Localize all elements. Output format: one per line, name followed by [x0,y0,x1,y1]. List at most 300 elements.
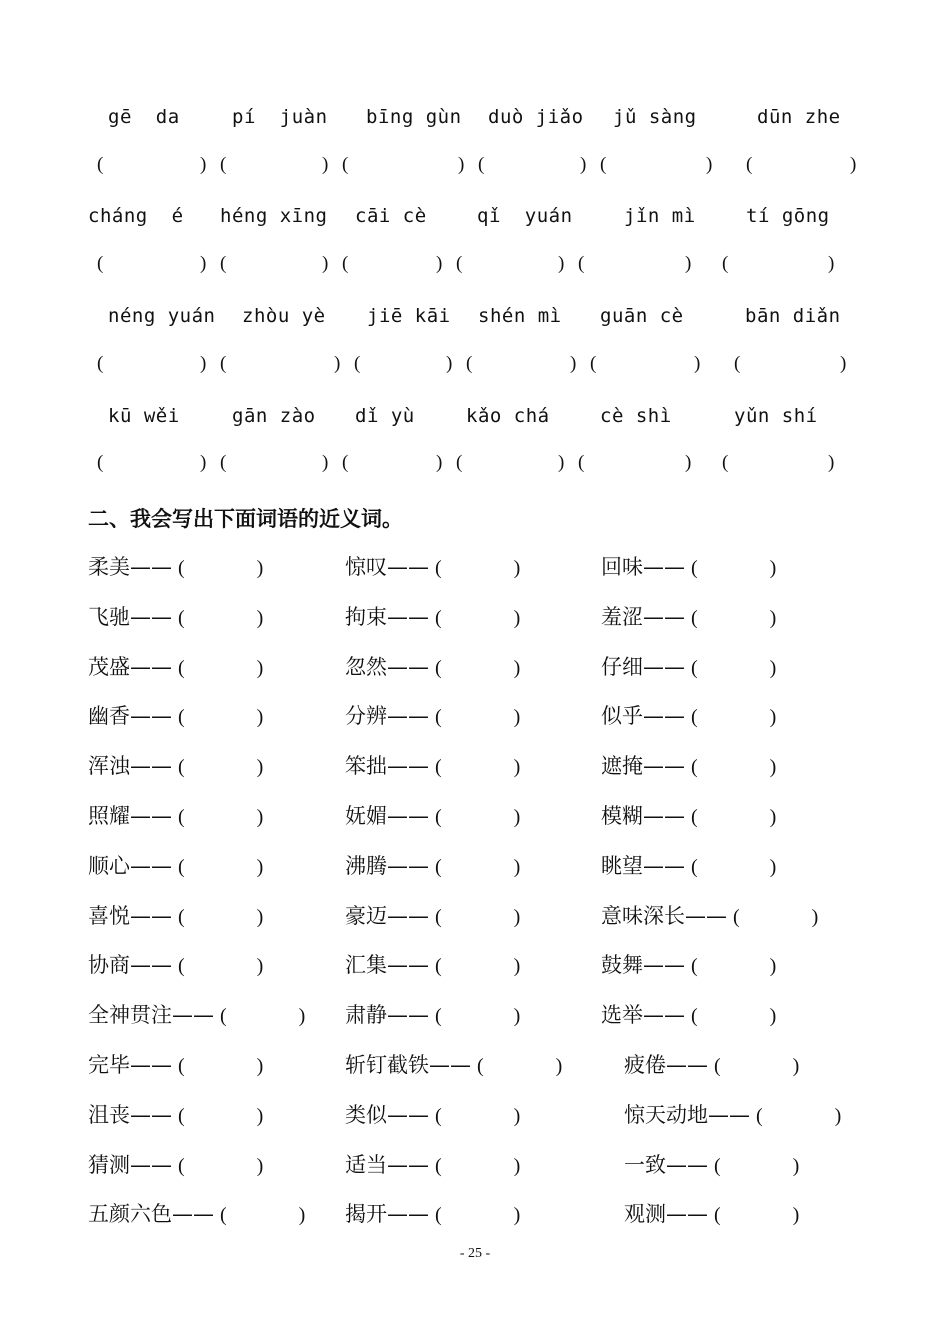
pinyin-row [0,106,950,136]
word: 浑浊 [88,754,130,778]
synonym-row [0,800,950,834]
answer-blank-close: ) [256,1105,264,1127]
answer-blank-close: ) [298,1204,306,1226]
synonym-row [0,601,950,635]
pinyin-word: duò jiǎo [488,106,584,128]
dash: —— [130,804,172,828]
answer-blank-open[interactable]: ( [178,756,185,778]
synonym-item [601,999,776,1029]
synonym-item [345,850,520,880]
synonym-item [88,1049,263,1079]
synonym-item [624,1198,799,1228]
dash: —— [387,1202,429,1226]
answer-blank-close: ) [256,1155,264,1177]
dash: —— [130,605,172,629]
dash: —— [643,655,685,679]
word: 回味 [601,555,643,579]
word: 沮丧 [88,1103,130,1127]
answer-blank-close: ) [834,1105,842,1127]
answer-blank-open[interactable]: ( [691,657,698,679]
answer-bracket-row [0,154,950,184]
synonym-row [0,1099,950,1133]
synonym-item [345,1149,520,1179]
answer-blank-open[interactable]: ( [178,856,185,878]
word: 眺望 [601,854,643,878]
word: 鼓舞 [601,953,643,977]
synonym-item [88,900,263,930]
pinyin-word: pí juàn [232,106,328,128]
answer-blank-close: ) [555,1055,563,1077]
pinyin-word: bīng gùn [366,106,462,128]
answer-blank-open[interactable]: ( [178,1105,185,1127]
answer-blank-open[interactable]: ( [691,607,698,629]
answer-blank-close: ) [769,557,777,579]
synonym-item [88,800,263,830]
synonym-item [345,1198,520,1228]
synonym-item [624,1149,799,1179]
pinyin-row [0,405,950,435]
dash: —— [643,804,685,828]
answer-blank-close: ) [769,706,777,728]
answer-blank-close: ) [513,955,521,977]
answer-blank-close: ) [513,1155,521,1177]
answer-blank-close: ) [769,806,777,828]
word: 适当 [345,1153,387,1177]
dash: —— [666,1153,708,1177]
word: 照耀 [88,804,130,828]
dash: —— [130,1103,172,1127]
pinyin-word: qǐ yuán [477,205,573,227]
pinyin-word: héng xīng [220,205,328,227]
answer-blank-open[interactable]: ( [733,906,740,928]
word: 意味深长 [601,904,685,928]
answer-blank-open[interactable]: ( [220,353,227,374]
word: 顺心 [88,854,130,878]
answer-blank-close: ) [513,557,521,579]
answer-blank-open[interactable]: ( [97,253,104,274]
dash: —— [387,904,429,928]
answer-blank-open[interactable]: ( [435,955,442,977]
synonym-item [345,800,520,830]
synonym-row [0,850,950,884]
answer-blank-open[interactable]: ( [342,253,349,274]
answer-blank-close: ) [694,353,701,374]
answer-blank-open[interactable]: ( [714,1055,721,1077]
answer-blank-open[interactable]: ( [435,706,442,728]
answer-blank-open[interactable]: ( [178,1055,185,1077]
pinyin-word: jǔ sàng [613,106,697,128]
word: 五颜六色 [88,1202,172,1226]
word: 协商 [88,953,130,977]
answer-blank-open[interactable]: ( [342,452,349,473]
answer-blank-open[interactable]: ( [178,906,185,928]
pinyin-row [0,205,950,235]
answer-blank-open[interactable]: ( [714,1155,721,1177]
dash: —— [172,1202,214,1226]
pinyin-row [0,305,950,335]
answer-blank-open[interactable]: ( [220,452,227,473]
dash: —— [130,655,172,679]
answer-blank-close: ) [558,253,565,274]
dash: —— [666,1202,708,1226]
answer-blank-close: ) [436,253,443,274]
answer-blank-open[interactable]: ( [435,806,442,828]
answer-blank-close: ) [256,706,264,728]
answer-blank-open[interactable]: ( [477,1055,484,1077]
synonym-item [88,1149,263,1179]
answer-blank-open[interactable]: ( [590,353,597,374]
pinyin-word: gān zào [232,405,316,427]
word: 猜测 [88,1153,130,1177]
synonym-item [601,651,776,681]
answer-blank-close: ) [513,806,521,828]
answer-blank-close: ) [828,253,835,274]
word: 似乎 [601,704,643,728]
answer-blank-close: ) [446,353,453,374]
answer-blank-close: ) [685,452,692,473]
dash: —— [643,605,685,629]
dash: —— [387,754,429,778]
answer-blank-close: ) [513,756,521,778]
synonym-item [601,750,776,780]
dash: —— [172,1003,214,1027]
word: 遮掩 [601,754,643,778]
answer-blank-close: ) [580,154,587,175]
answer-blank-open[interactable]: ( [578,253,585,274]
answer-blank-close: ) [840,353,847,374]
answer-blank-close: ) [685,253,692,274]
answer-blank-close: ) [513,607,521,629]
dash: —— [130,1153,172,1177]
answer-blank-close: ) [436,452,443,473]
dash: —— [387,1103,429,1127]
pinyin-word: zhòu yè [242,305,326,327]
answer-blank-open[interactable]: ( [435,607,442,629]
answer-blank-open[interactable]: ( [435,756,442,778]
dash: —— [130,904,172,928]
word: 柔美 [88,555,130,579]
answer-blank-open[interactable]: ( [220,154,227,175]
synonym-row [0,700,950,734]
word: 忽然 [345,655,387,679]
answer-blank-open[interactable]: ( [178,706,185,728]
answer-blank-open[interactable]: ( [435,1005,442,1027]
answer-blank-close: ) [513,1105,521,1127]
answer-blank-open[interactable]: ( [722,452,729,473]
synonym-item [345,949,520,979]
synonym-item [601,700,776,730]
answer-blank-open[interactable]: ( [691,706,698,728]
answer-blank-close: ) [256,906,264,928]
dash: —— [708,1103,750,1127]
word: 一致 [624,1153,666,1177]
dash: —— [429,1053,471,1077]
word: 分辨 [345,704,387,728]
answer-blank-close: ) [792,1204,800,1226]
word: 笨拙 [345,754,387,778]
answer-blank-close: ) [256,557,264,579]
answer-blank-open[interactable]: ( [220,1204,227,1226]
synonym-item [88,949,263,979]
synonym-item [345,900,520,930]
synonym-item [88,601,263,631]
synonym-row [0,900,950,934]
word: 类似 [345,1103,387,1127]
word: 拘束 [345,605,387,629]
answer-blank-close: ) [513,906,521,928]
synonym-item [601,601,776,631]
dash: —— [387,1153,429,1177]
synonym-row [0,551,950,585]
word: 妩媚 [345,804,387,828]
synonym-item [88,700,263,730]
answer-blank-close: ) [256,1055,264,1077]
answer-blank-close: ) [792,1155,800,1177]
answer-blank-open[interactable]: ( [220,253,227,274]
word: 选举 [601,1003,643,1027]
answer-blank-open[interactable]: ( [600,154,607,175]
synonym-item [601,800,776,830]
answer-blank-close: ) [256,657,264,679]
answer-blank-close: ) [570,353,577,374]
pinyin-word: yǔn shí [734,405,818,427]
answer-blank-close: ) [769,856,777,878]
synonym-item [88,651,263,681]
dash: —— [130,754,172,778]
synonym-row [0,1049,950,1083]
answer-blank-open[interactable]: ( [691,557,698,579]
word: 喜悦 [88,904,130,928]
dash: —— [130,1053,172,1077]
answer-blank-close: ) [769,955,777,977]
answer-blank-open[interactable]: ( [178,557,185,579]
dash: —— [387,704,429,728]
dash: —— [130,953,172,977]
answer-blank-close: ) [769,607,777,629]
synonym-item [345,999,520,1029]
answer-blank-open[interactable]: ( [435,1204,442,1226]
dash: —— [387,1003,429,1027]
answer-blank-open[interactable]: ( [722,253,729,274]
pinyin-word: jǐn mì [624,205,696,227]
word: 肃静 [345,1003,387,1027]
dash: —— [643,854,685,878]
answer-blank-open[interactable]: ( [714,1204,721,1226]
synonym-item [345,551,520,581]
answer-blank-open[interactable]: ( [178,657,185,679]
word: 惊天动地 [624,1103,708,1127]
answer-blank-close: ) [513,706,521,728]
word: 飞驰 [88,605,130,629]
synonym-row [0,651,950,685]
word: 惊叹 [345,555,387,579]
word: 揭开 [345,1202,387,1226]
answer-blank-open[interactable]: ( [746,154,753,175]
answer-blank-close: ) [256,756,264,778]
synonym-item [88,1099,263,1129]
answer-blank-open[interactable]: ( [354,353,361,374]
answer-blank-close: ) [256,955,264,977]
answer-blank-open[interactable]: ( [734,353,741,374]
answer-blank-open[interactable]: ( [691,756,698,778]
answer-blank-close: ) [769,1005,777,1027]
dash: —— [130,704,172,728]
answer-blank-close: ) [200,253,207,274]
answer-blank-open[interactable]: ( [435,906,442,928]
synonym-item [88,850,263,880]
dash: —— [387,605,429,629]
answer-blank-open[interactable]: ( [435,657,442,679]
answer-bracket-row [0,253,950,283]
synonym-row [0,1198,950,1232]
pinyin-word: cháng é [88,205,184,227]
answer-blank-close: ) [769,657,777,679]
synonym-item [345,1099,520,1129]
pinyin-word: bān diǎn [745,305,841,327]
synonym-item [345,651,520,681]
answer-bracket-row [0,353,950,383]
answer-blank-open[interactable]: ( [97,452,104,473]
answer-blank-open[interactable]: ( [97,154,104,175]
answer-blank-close: ) [256,856,264,878]
answer-blank-open[interactable]: ( [478,154,485,175]
word: 羞涩 [601,605,643,629]
answer-blank-open[interactable]: ( [220,1005,227,1027]
answer-blank-open[interactable]: ( [97,353,104,374]
synonym-item [601,551,776,581]
answer-blank-open[interactable]: ( [691,955,698,977]
word: 茂盛 [88,655,130,679]
answer-blank-open[interactable]: ( [178,955,185,977]
synonym-item [88,750,263,780]
answer-blank-close: ) [513,657,521,679]
answer-blank-open[interactable]: ( [456,452,463,473]
pinyin-word: néng yuán [108,305,216,327]
answer-blank-close: ) [513,1005,521,1027]
answer-bracket-row [0,452,950,482]
answer-blank-open[interactable]: ( [435,856,442,878]
dash: —— [643,1003,685,1027]
synonym-item [601,850,776,880]
word: 幽香 [88,704,130,728]
word: 汇集 [345,953,387,977]
answer-blank-open[interactable]: ( [691,1005,698,1027]
synonym-item [345,1049,562,1079]
dash: —— [130,555,172,579]
pinyin-word: cè shì [600,405,672,427]
answer-blank-close: ) [256,607,264,629]
answer-blank-close: ) [256,806,264,828]
dash: —— [643,953,685,977]
answer-blank-open[interactable]: ( [435,557,442,579]
synonym-item [345,700,520,730]
word: 疲倦 [624,1053,666,1077]
dash: —— [643,555,685,579]
synonym-item [601,900,818,930]
dash: —— [666,1053,708,1077]
answer-blank-close: ) [811,906,819,928]
answer-blank-close: ) [513,856,521,878]
synonym-row [0,999,950,1033]
dash: —— [387,854,429,878]
answer-blank-open[interactable]: ( [578,452,585,473]
synonym-row [0,1149,950,1183]
pinyin-word: kǎo chá [466,405,550,427]
word: 沸腾 [345,854,387,878]
answer-blank-open[interactable]: ( [178,1155,185,1177]
pinyin-word: shén mì [478,305,562,327]
answer-blank-close: ) [792,1055,800,1077]
pinyin-word: gē da [108,106,180,128]
answer-blank-close: ) [322,253,329,274]
dash: —— [130,854,172,878]
answer-blank-close: ) [322,154,329,175]
pinyin-word: jiē kāi [367,305,451,327]
pinyin-word: cāi cè [355,205,427,227]
synonym-item [88,551,263,581]
word: 豪迈 [345,904,387,928]
word: 完毕 [88,1053,130,1077]
pinyin-word: dūn zhe [757,106,841,128]
synonym-row [0,750,950,784]
answer-blank-close: ) [200,452,207,473]
answer-blank-open[interactable]: ( [691,806,698,828]
answer-blank-open[interactable]: ( [435,1105,442,1127]
synonym-item [601,949,776,979]
synonym-item [345,750,520,780]
answer-blank-close: ) [558,452,565,473]
pinyin-word: tí gōng [746,205,830,227]
pinyin-word: guān cè [600,305,684,327]
answer-blank-open[interactable]: ( [178,607,185,629]
synonym-item [624,1099,841,1129]
dash: —— [387,655,429,679]
word: 全神贯注 [88,1003,172,1027]
answer-blank-open[interactable]: ( [178,806,185,828]
section-2-title: 二、我会写出下面词语的近义词。 [88,507,403,531]
synonym-row [0,949,950,983]
dash: —— [643,704,685,728]
dash: —— [643,754,685,778]
answer-blank-open[interactable]: ( [466,353,473,374]
dash: —— [685,904,727,928]
answer-blank-close: ) [200,154,207,175]
synonym-item [88,999,305,1029]
answer-blank-close: ) [850,154,857,175]
answer-blank-close: ) [828,452,835,473]
answer-blank-close: ) [322,452,329,473]
pinyin-word: dǐ yù [355,405,415,427]
word: 斩钉截铁 [345,1053,429,1077]
answer-blank-open[interactable]: ( [756,1105,763,1127]
dash: —— [387,804,429,828]
answer-blank-open[interactable]: ( [456,253,463,274]
answer-blank-open[interactable]: ( [435,1155,442,1177]
word: 观测 [624,1202,666,1226]
answer-blank-close: ) [298,1005,306,1027]
answer-blank-close: ) [706,154,713,175]
answer-blank-open[interactable]: ( [342,154,349,175]
pinyin-word: kū wěi [108,405,180,427]
page-number: - 25 - [459,1246,491,1261]
word: 仔细 [601,655,643,679]
synonym-item [624,1049,799,1079]
answer-blank-open[interactable]: ( [691,856,698,878]
answer-blank-close: ) [200,353,207,374]
synonym-item [345,601,520,631]
answer-blank-close: ) [334,353,341,374]
word: 模糊 [601,804,643,828]
